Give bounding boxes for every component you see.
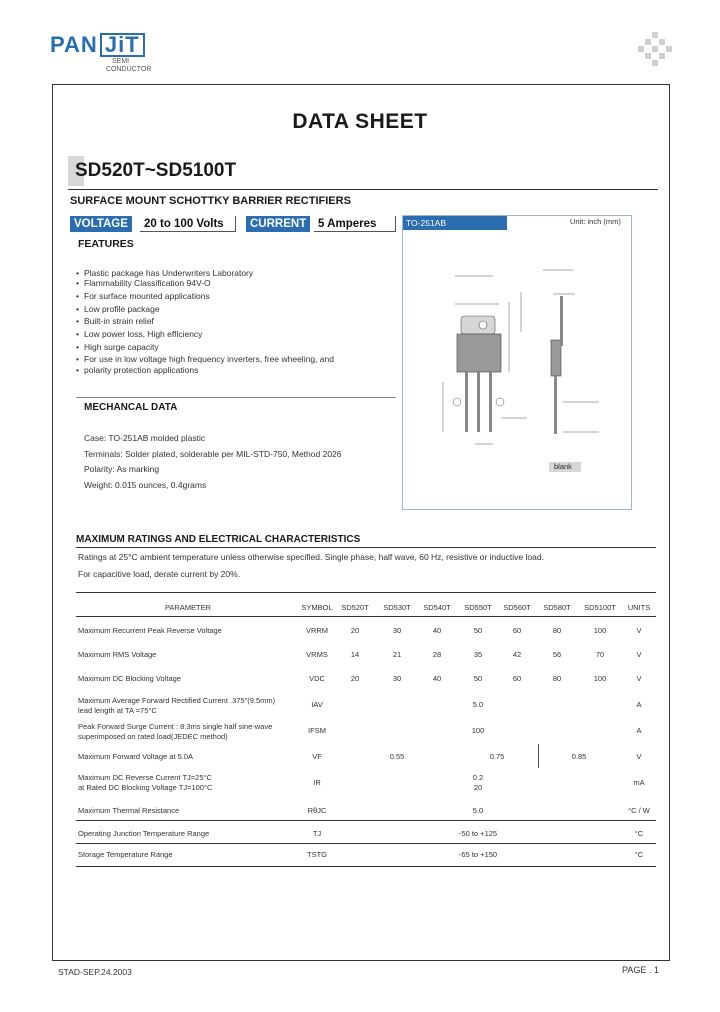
logo-sub-conductor: CONDUCTOR [106,66,152,73]
package-unit-label: Unit: inch (mm) [570,217,621,226]
footer-rule [52,960,670,961]
mech-line-case: Case: TO-251AB molded plastic [84,433,206,443]
ratings-heading: MAXIMUM RATINGS AND ELECTRICAL CHARACTERISTICS [76,534,361,545]
col-header-units: UNITS [627,603,651,612]
col-header-sd560t: SD560T [503,603,531,612]
row-value: 28 [432,650,442,659]
row-symbol: IFSM [308,726,326,735]
row-value: 80 [552,674,562,683]
mech-line-terminals: Terminals: Solder plated, solderable per MIL-STD-750, Method 2026 [84,449,342,459]
row-symbol: RθJC [307,806,327,815]
row-symbol: VRRM [305,626,329,635]
col-header-sd550t: SD550T [464,603,492,612]
logo-text-pan: PAN [50,32,98,57]
row-value: 20 [473,783,483,792]
row-value: 30 [392,674,402,683]
row-value: 60 [512,626,522,635]
row-param-line2: at Rated DC Blocking Voltage TJ=100°C [78,783,213,792]
features-heading: FEATURES [78,238,134,250]
package-blank-label: blank [554,462,572,471]
row-param-line2: lead length at TA =75°C [78,706,157,715]
row-unit: °C / W [628,806,650,815]
table-row-rule [76,843,656,844]
ratings-divider [76,547,656,548]
row-param: Maximum Recurrent Peak Reverse Voltage [78,626,222,635]
part-number: SD520T~SD5100T [75,160,237,181]
row-value: 50 [473,626,483,635]
voltage-value-badge: 20 to 100 Volts [140,216,236,232]
voltage-label-badge: VOLTAGE [70,216,132,232]
row-value: 42 [512,650,522,659]
row-value: -65 to +150 [458,850,498,859]
table-top-rule [76,592,656,593]
row-param: Maximum Thermal Resistance [78,806,180,815]
row-param: Peak Forward Surge Current : 8.3ms single half sine-wave [78,722,273,731]
row-value: 100 [593,626,607,635]
logo-sub-semi: SEMI [112,58,130,65]
footer-doc-code: STAD-SEP.24.2003 [58,967,132,977]
row-symbol: IAV [311,700,323,709]
package-type-label: TO-251AB [403,216,507,230]
row-value: 0.85 [571,752,587,761]
feature-item: • High surge capacity [76,342,376,352]
mech-line-weight: Weight: 0.015 ounces, 0.4grams [84,480,207,490]
features-list [76,268,376,377]
row-symbol: TSTG [307,850,327,859]
package-outline-drawing [403,232,631,508]
row-unit: °C [634,850,644,859]
col-header-symbol: SYMBOL [301,603,333,612]
vf-divider [538,744,539,768]
row-param: Maximum Average Forward Rectified Current .375"(9.5mm) [78,696,276,705]
row-value: -50 to +125 [458,829,498,838]
feature-item: • Flammability Classification 94V-O [76,278,376,288]
row-value: 56 [552,650,562,659]
col-header-sd530t: SD530T [383,603,411,612]
row-value: 5.0 [472,700,484,709]
row-value: 14 [350,650,360,659]
row-value: 0.55 [389,752,405,761]
feature-item: • Plastic package has Underwriters Laboratory [76,268,376,278]
row-value: 80 [552,626,562,635]
row-value: 5.0 [472,806,484,815]
row-unit: A [636,700,642,709]
feature-item: • For surface mounted applications [76,291,376,301]
row-symbol: TJ [312,829,322,838]
ratings-note-1: Ratings at 25°C ambient temperature unless otherwise specified. Single phase, half wave, 60 Hz, resistive or inductive load. [78,552,544,562]
row-value: 40 [432,626,442,635]
company-logo [50,32,145,58]
divider [68,189,658,190]
ratings-note-2: For capacitive load, derate current by 20%. [78,569,241,579]
col-header-sd5100t: SD5100T [584,603,616,612]
col-header-sd540t: SD540T [423,603,451,612]
row-value: 70 [595,650,605,659]
row-unit: A [636,726,642,735]
row-param: Maximum RMS Voltage [78,650,157,659]
feature-item: • Low power loss, High efficiency [76,329,376,339]
row-unit: V [636,674,642,683]
table-row-rule [76,820,656,821]
row-symbol: VF [312,752,322,761]
current-label-badge: CURRENT [246,216,310,232]
row-param: Maximum Forward Voltage at 5.0A [78,752,194,761]
row-value: 20 [350,626,360,635]
table-bottom-rule [76,866,656,867]
col-header-sd520t: SD520T [341,603,369,612]
logo-text-jit: JiT [100,33,145,57]
row-unit: V [636,650,642,659]
row-symbol: VDC [309,674,325,683]
row-unit: V [636,752,642,761]
col-header-sd580t: SD580T [543,603,571,612]
row-value: 50 [473,674,483,683]
product-subtitle: SURFACE MOUNT SCHOTTKY BARRIER RECTIFIERS [70,195,351,207]
mech-line-polarity: Polarity: As marking [84,464,160,474]
feature-item: • Built-in strain relief [76,316,376,326]
row-value: 35 [473,650,483,659]
feature-item: • For use in low voltage high frequency inverters, free wheeling, and [76,354,376,364]
row-value: 60 [512,674,522,683]
footer-page-number: PAGE . 1 [622,965,659,975]
row-value: 30 [392,626,402,635]
row-value: 20 [350,674,360,683]
row-unit: V [636,626,642,635]
row-value: 0.2 [472,773,484,782]
row-param: Maximum DC Blocking Voltage [78,674,181,683]
current-value-badge: 5 Amperes [314,216,396,232]
corner-decoration-icon [638,32,672,66]
row-param: Operating Junction Temperature Range [78,829,210,838]
table-header-rule [76,616,656,617]
col-header-parameter: PARAMETER [164,603,212,612]
row-param-line2: superimposed on rated load(JEDEC method) [78,732,228,741]
row-value: 40 [432,674,442,683]
mechanical-divider [76,397,396,398]
feature-item: • polarity protection applications [76,365,376,375]
row-value: 100 [593,674,607,683]
row-value: 0.75 [489,752,505,761]
logo-subtitle [106,58,151,74]
row-symbol: VRMS [306,650,328,659]
mechanical-heading: MECHANCAL DATA [84,402,178,413]
feature-item: • Low profile package [76,304,376,314]
row-param: Storage Temperature Range [78,850,173,859]
row-unit: mA [633,778,645,787]
page-title: DATA SHEET [292,110,428,133]
row-unit: °C [634,829,644,838]
row-symbol: IR [313,778,321,787]
row-param: Maximum DC Reverse Current TJ=25°C [78,773,212,782]
row-value: 21 [392,650,402,659]
row-value: 100 [471,726,485,735]
